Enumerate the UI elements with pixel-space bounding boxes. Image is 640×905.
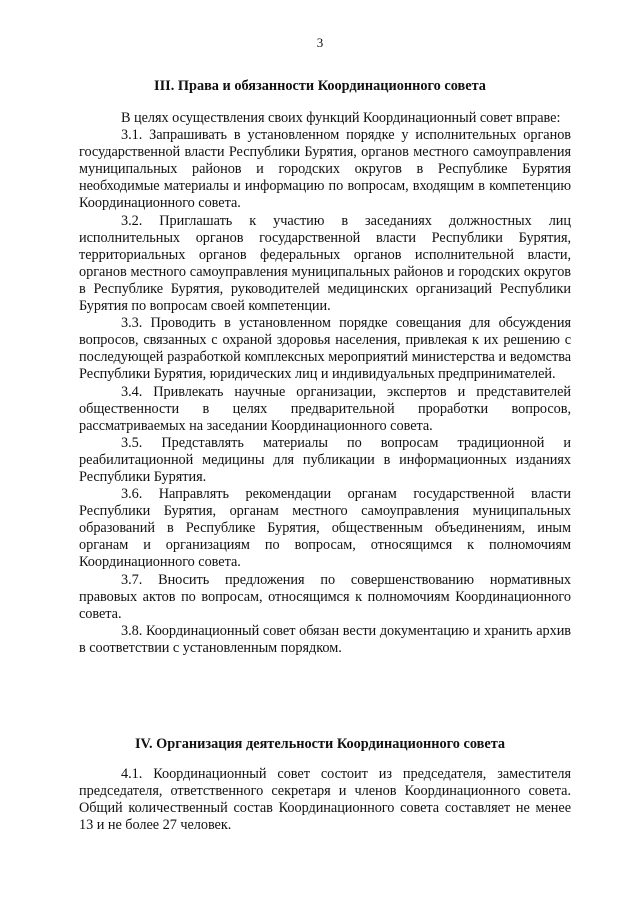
paragraph-3-1: 3.1. Запрашивать в установленном порядке у исполнительных органов государственной власти Республики Бурятия, органов местного самоуправления муниципальных районов и городских округов в Республике Бурятия необходимые материалы и информацию по вопросам, входящим в компетенцию Координационного совета. — [79, 127, 571, 212]
paragraph-3-3: 3.3. Проводить в установленном порядке совещания для обсуждения вопросов, связанных с охраной здоровья населения, привлекая к их решению с последующей разработкой комплексных мероприятий министерства и ведомства Республики Бурятия, юридических лиц и индивидуальных предпринимателей. — [79, 315, 571, 383]
section-body-organization — [79, 766, 571, 834]
paragraph-3-4: 3.4. Привлекать научные организации, экспертов и представителей общественности в целях предварительной проработки вопросов, рассматриваемых на заседании Координационного совета. — [79, 383, 571, 434]
paragraph-3-8: 3.8. Координационный совет обязан вести документацию и хранить архив в соответствии с установленным порядком. — [79, 622, 571, 656]
page-number: 3 — [316, 35, 324, 50]
paragraph-4-1: 4.1. Координационный совет состоит из председателя, заместителя председателя, ответственного секретаря и членов Координационного совета. Общий количественный состав Координационного совета составляет не менее 13 и не более 27 человек. — [79, 766, 571, 834]
paragraph-3-6: 3.6. Направлять рекомендации органам государственной власти Республики Бурятия, органам местного самоуправления муниципальных образований в Республике Бурятия, общественным объединениям, иным органам и организациям по вопросам, относящимся к полномочиям Координационного совета. — [79, 486, 571, 571]
paragraph-3-2: 3.2. Приглашать к участию в заседаниях должностных лиц исполнительных органов государственной власти Республики Бурятия, территориальных органов федеральных органов исполнительной власти, органов местного самоуправления муниципальных районов и городских округов в Республике Бурятия, руководителей медицинских организаций Республики Бурятия по вопросам своей компетенции. — [79, 212, 571, 315]
paragraph-3-7: 3.7. Вносить предложения по совершенствованию нормативных правовых актов по вопросам, относящимся к полномочиям Координационного совета. — [79, 571, 571, 622]
section-heading-rights-duties: III. Права и обязанности Координационного совета — [154, 78, 486, 94]
section-heading-organization: IV. Организация деятельности Координационного совета — [134, 736, 506, 752]
paragraph-intro: В целях осуществления своих функций Координационный совет вправе: — [121, 110, 561, 126]
paragraph-3-5: 3.5. Представлять материалы по вопросам традиционной и реабилитационной медицины для публикации в информационных изданиях Республики Бурятия. — [79, 434, 571, 485]
section-body-rights-duties — [79, 110, 571, 657]
